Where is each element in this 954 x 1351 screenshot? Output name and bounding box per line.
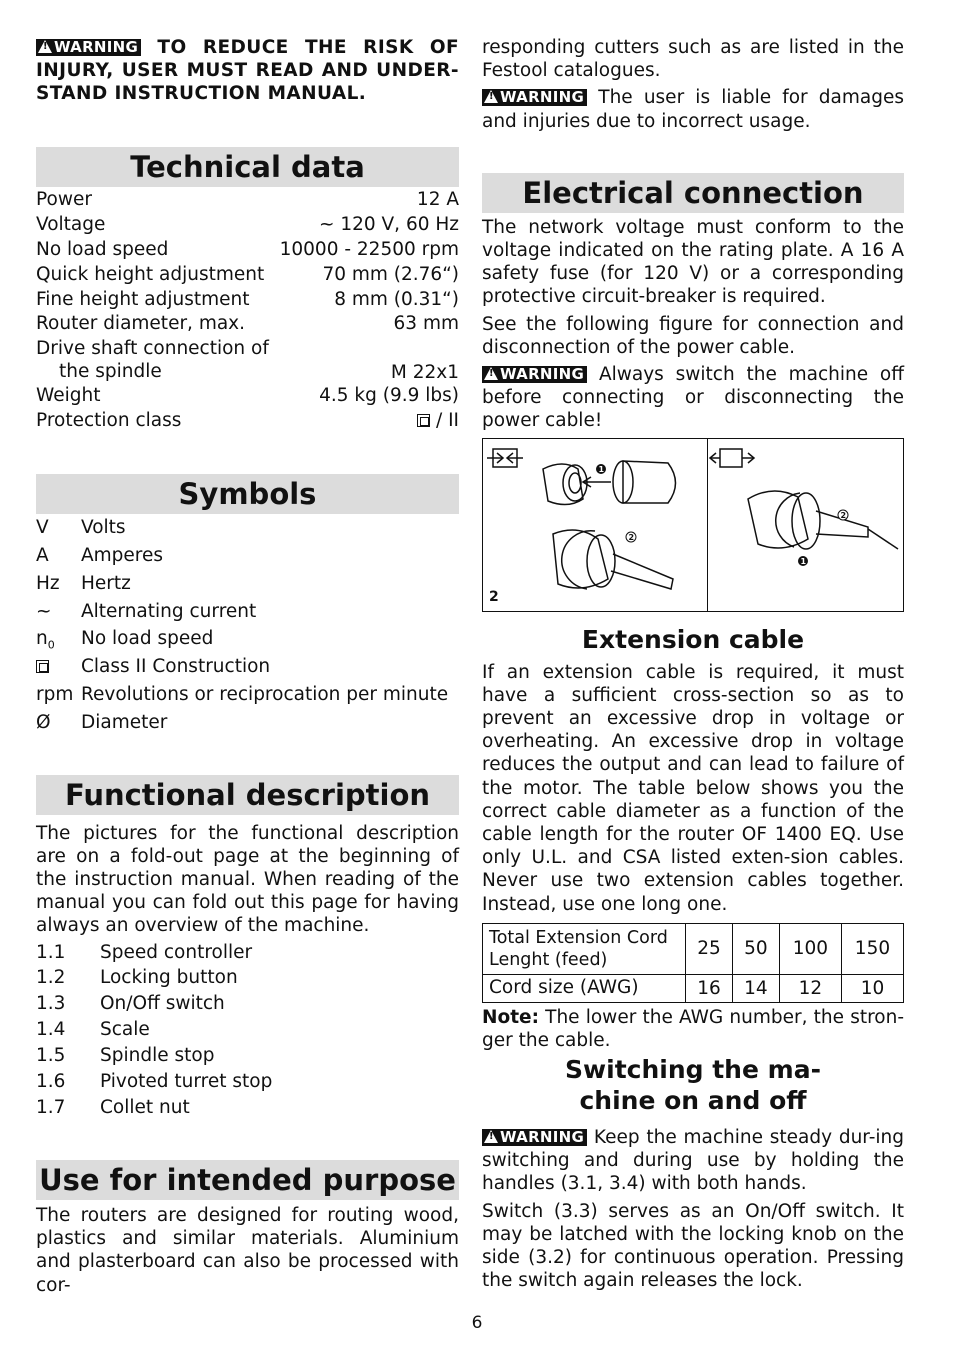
- table-cell: 16: [686, 974, 733, 1002]
- table-cell: Cord size (AWG): [483, 974, 686, 1002]
- tech-row: Voltage ~ 120 V, 60 Hz: [36, 213, 459, 235]
- electrical-connection-heading: Electrical connection: [482, 173, 904, 213]
- tech-row: Protection class / II: [36, 410, 459, 432]
- functional-items: [36, 940, 459, 1121]
- table-cell: Total Extension Cord Lenght (feed): [483, 923, 686, 974]
- connect-plug-illustration: [483, 439, 707, 611]
- warning-label: !WARNING: [482, 1129, 587, 1146]
- figure-number: 2: [489, 588, 499, 605]
- table-row: [483, 923, 904, 974]
- figure-connect-panel: [483, 439, 707, 611]
- warning-triangle-icon: [484, 367, 498, 380]
- class-ii-icon: [36, 660, 49, 673]
- class-ii-icon: [417, 414, 430, 427]
- functional-description-text: The pictures for the functional description are on a fold-out page at the beginning of the instruction manual. When reading of the manual you can fold out this page for having always an overview of the machine.: [36, 822, 459, 937]
- table-cell: 100: [779, 923, 841, 974]
- figure-disconnect-panel: [707, 439, 904, 611]
- tech-row: Weight 4.5 kg (9.9 lbs): [36, 385, 459, 407]
- callout-2: 2: [840, 510, 847, 520]
- list-item: $n_0$ No load speed: [36, 628, 214, 652]
- tech-row: Fine height adjustment 8 mm (0.31“): [36, 288, 459, 310]
- switching-text: Switch (3.3) serves as an On/Off switch. It may be latched with the locking knob on the side (3.2) for continuous operation. Pressing the switch again releases the lock.: [482, 1200, 904, 1292]
- extension-cable-table: [482, 923, 904, 1003]
- warning-label: !WARNING: [482, 89, 587, 106]
- intended-purpose-text: The routers are designed for routing wood, plastics and similar materials. Aluminium and plasterboard can also be processed with cor-: [36, 1205, 459, 1296]
- list-item: 1.6 Pivoted turret stop: [36, 1070, 273, 1092]
- list-item: 1.7 Collet nut: [36, 1096, 190, 1118]
- extension-cable-text: If an extension cable is required, it must have a sufficient cross-section so as to prevent an excessive drop in voltage or overheating. An excessive drop in voltage reduces the output and can lead to failure of the motor. The table below shows you the correct cable diameter as a function of the cable length for the router OF 1400 EQ. Use only U.L. and CSA listed exten-sion cables. Never use two extension cables together. Instead, use one long one.: [482, 661, 904, 915]
- table-cell: 14: [732, 974, 779, 1002]
- list-item: ~ Alternating current: [36, 600, 257, 622]
- tech-row-drive-shaft: Drive shaft connection of the spindle M 22x1: [36, 338, 459, 384]
- list-item: rpm Revolutions or reciprocation per minute: [36, 683, 449, 705]
- list-item: 1.1 Speed controller: [36, 941, 253, 963]
- right-column: [482, 36, 904, 1052]
- list-item: A Amperes: [36, 544, 164, 566]
- electrical-text-1: The network voltage must conform to the voltage indicated on the rating plate. A 16 A safety fuse (for 120 V) or a corresponding protective circuit-breaker is required.: [482, 216, 904, 308]
- table-cell: 10: [841, 974, 903, 1002]
- table-cell: 50: [732, 923, 779, 974]
- list-item: Ø Diameter: [36, 711, 168, 733]
- callout-2: 2: [628, 532, 635, 542]
- technical-data-heading: Technical data: [36, 147, 459, 187]
- list-item: 1.4 Scale: [36, 1019, 150, 1041]
- technical-data-table: [36, 188, 459, 434]
- tech-row: Quick height adjustment 70 mm (2.76“): [36, 263, 459, 285]
- warning-triangle-icon: [484, 1130, 498, 1143]
- read-manual-warning: [36, 36, 459, 107]
- tech-row: Power 12 A: [36, 189, 459, 210]
- symbols-heading: Symbols: [36, 474, 459, 514]
- table-cell: 25: [686, 923, 733, 974]
- figure-cable-connection: [482, 438, 904, 612]
- list-item: Hz Hertz: [36, 572, 131, 594]
- list-item: 1.5 Spindle stop: [36, 1045, 215, 1067]
- liability-warning: !WARNING The user is liable for damages and injuries due to incorrect usage.: [482, 86, 904, 132]
- callout-1: 1: [598, 464, 605, 474]
- intended-purpose-heading: Use for intended purpose: [36, 1160, 459, 1200]
- electrical-text-2: See the following figure for connection and disconnection of the power cable.: [482, 313, 904, 358]
- warning-triangle-icon: [38, 40, 52, 53]
- warning-text: TO REDUCE THE RISK OF INJURY, USER MUST READ AND UNDER-STAND INSTRUCTION MANUAL.: [36, 37, 459, 105]
- disconnect-plug-illustration: [708, 439, 904, 611]
- list-item: Class II Construction: [36, 653, 459, 681]
- page-number: 6: [471, 1313, 483, 1333]
- tech-row: Router diameter, max. 63 mm: [36, 313, 459, 335]
- list-item: V Volts: [36, 517, 126, 539]
- symbols-list: [36, 514, 459, 736]
- warning-label: !WARNING: [482, 366, 587, 383]
- extension-cable-heading: Extension cable: [581, 624, 805, 654]
- switching-warning: !WARNING Keep the machine steady dur-ing switching and during use by holding the handles (3.1, 3.4) with both hands.: [482, 1126, 904, 1196]
- table-row: [483, 974, 904, 1002]
- continued-text: responding cutters such as are listed in the Festool catalogues.: [482, 37, 904, 82]
- tech-row: No load speed 10000 - 22500 rpm: [36, 238, 459, 260]
- functional-description-heading: Functional description: [36, 775, 459, 815]
- table-cell: 12: [779, 974, 841, 1002]
- warning-triangle-icon: [484, 90, 498, 103]
- list-item: 1.2 Locking button: [36, 967, 238, 989]
- left-column: [36, 36, 459, 1121]
- intended-purpose-section: [36, 1160, 459, 1297]
- list-item: 1.3 On/Off switch: [36, 993, 225, 1015]
- power-cable-warning: !WARNING Always switch the machine off before connecting or disconnecting the power cable!: [482, 363, 904, 433]
- switching-heading: Switching the ma- chine on and off: [565, 1055, 821, 1115]
- switching-section: [482, 1054, 904, 1292]
- table-cell: 150: [841, 923, 903, 974]
- awg-note: Note: The lower the AWG number, the stron-ger the cable.: [482, 1007, 904, 1052]
- callout-1: 1: [800, 556, 807, 566]
- warning-label: !WARNING: [36, 39, 141, 56]
